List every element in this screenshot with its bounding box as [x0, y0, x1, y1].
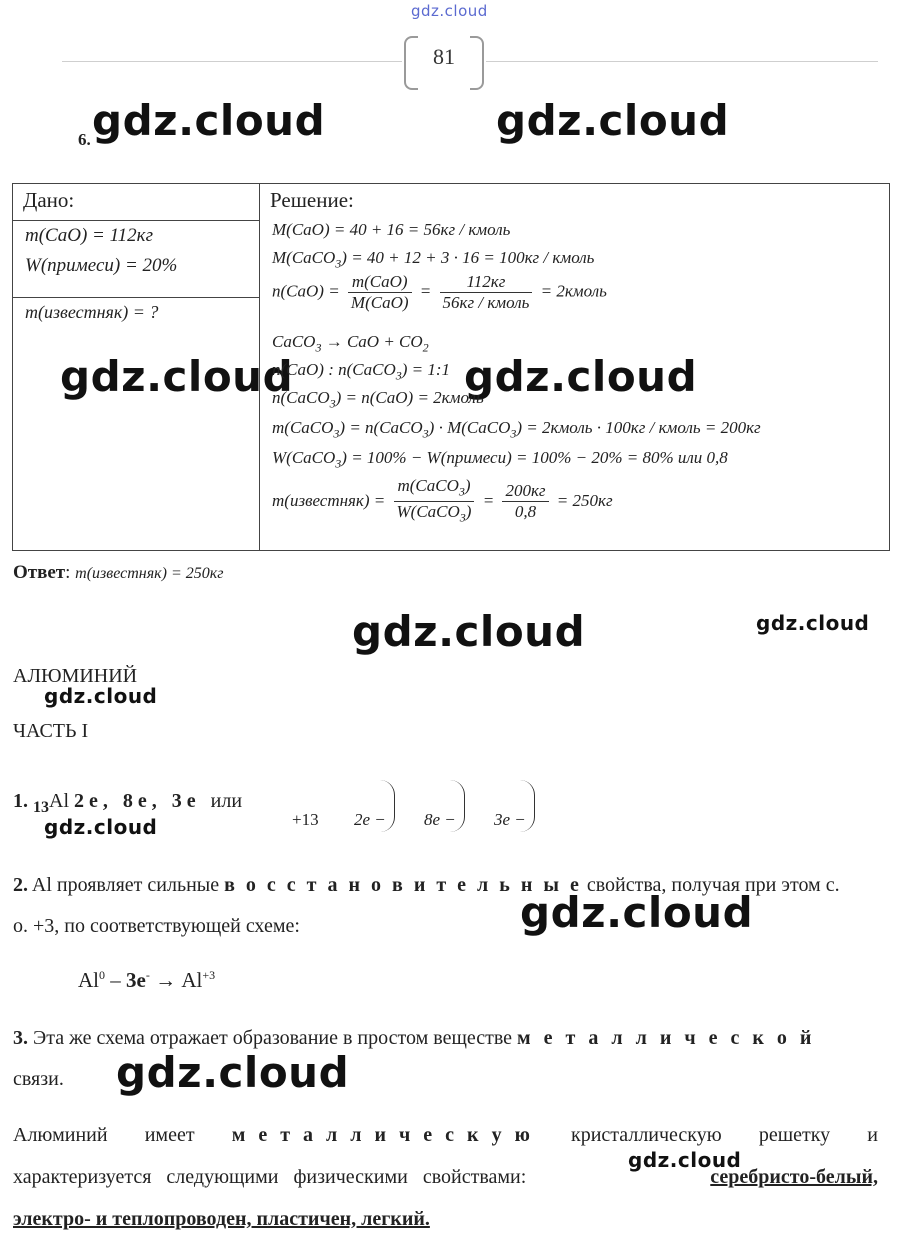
sup: - [145, 968, 150, 982]
nucleus-charge: +13 [292, 810, 319, 829]
shell-arc-3 [520, 780, 535, 832]
w: характеризуется следующими физическими свойствами: [13, 1166, 527, 1188]
l7a: m(CaCO [272, 418, 334, 437]
watermark-7: gdz.cloud [44, 684, 158, 708]
watermark-10: gdz.cloud [116, 1048, 350, 1097]
q2-num: 2. [13, 874, 28, 896]
properties-underlined-2: электро- и теплопроводен, пластичен, легкий. [13, 1208, 430, 1230]
q3-emph: м е т а л л и ч е с к о й [517, 1027, 816, 1049]
shell-3: 3 е [171, 790, 196, 812]
sub: 2 [422, 340, 429, 355]
sub: 3 [329, 396, 336, 411]
sub: 3 [315, 340, 322, 355]
l9-res: = 250кг [556, 490, 613, 510]
solution-line-5 [272, 360, 450, 383]
page-number-frame [404, 36, 484, 86]
shell-1-label: 2е − [354, 810, 386, 829]
l3-res: = 2кмоль [540, 281, 607, 301]
solution-line-8 [272, 448, 728, 471]
l7b: ) = n(CaCO [339, 418, 423, 437]
q2-emph: в о с с т а н о в и т е л ь н ы е [224, 874, 582, 896]
shell-2-label: 8е − [424, 810, 456, 829]
w: решетку [758, 1124, 831, 1146]
den: 0,8 [514, 502, 537, 522]
sub: 3 [395, 368, 402, 383]
sub: 3 [458, 484, 465, 499]
electron-shell-diagram [290, 780, 550, 840]
sup: 0 [99, 968, 105, 982]
watermark-9: gdz.cloud [520, 888, 754, 937]
eq: = [482, 490, 495, 510]
sub: 3 [333, 426, 340, 441]
l3-lhs: n(CaO) = [272, 281, 340, 301]
given-2: W(примеси) = 20% [25, 255, 178, 276]
l9-lhs: m(известняк) = [272, 490, 386, 510]
fraction-4 [502, 481, 548, 522]
page-number: 81 [433, 44, 455, 69]
answer-label: Ответ [13, 562, 66, 583]
watermark-1: gdz.cloud [92, 96, 326, 145]
shell-3-label: 3е − [494, 810, 526, 829]
answer-value: m(известняк) = 250кг [75, 565, 224, 582]
l6b: ) = n(CaO) = 2кмоль [335, 388, 484, 407]
atomic-number: 13 [33, 799, 49, 816]
den: 56кг / кмоль [442, 293, 530, 312]
l8b: ) = 100% − W(примеси) = 100% − 20% = 80% или 0,8 [341, 448, 728, 467]
t: Al [78, 968, 99, 992]
q2-t1: Al проявляет сильные [31, 874, 220, 896]
w: кристаллическую [571, 1124, 722, 1146]
task-number: 6. [78, 130, 91, 149]
num: 112кг [440, 272, 533, 293]
solution-body [260, 220, 889, 550]
watermark-11: gdz.cloud [628, 1148, 742, 1172]
q3-num: 3. [13, 1027, 28, 1049]
w-emph: м е т а л л и ч е с к у ю [231, 1124, 534, 1146]
q3-line-2: связи. [13, 1068, 64, 1090]
q2-scheme [78, 968, 215, 993]
q3-line-1 [13, 1027, 815, 1050]
section-title: АЛЮМИНИЙ [13, 665, 138, 687]
top-watermark: gdz.cloud [411, 2, 488, 20]
element: Al [49, 790, 69, 812]
t: m(CaCO [397, 476, 459, 495]
properties-underlined-1: серебристо-белый, [710, 1166, 878, 1188]
q2-line-2: о. +3, по соответствующей схеме: [13, 915, 300, 937]
l5b: ) = 1:1 [401, 360, 451, 379]
task-table [12, 183, 890, 551]
part-title: ЧАСТЬ I [13, 720, 89, 742]
given-1: m(CaO) = 112кг [25, 225, 153, 246]
l6a: n(CaCO [272, 388, 330, 407]
l7c: ) · M(CaCO [428, 418, 511, 437]
sub: 3 [335, 456, 342, 471]
para-line-2 [13, 1166, 878, 1189]
l2b: ) = 40 + 12 + 3 · 16 = 100кг / кмоль [341, 248, 595, 267]
q3-t1: Эта же схема отражает образование в простом веществе [33, 1027, 513, 1049]
sub: 3 [459, 510, 466, 525]
shell-arc-1 [380, 780, 395, 832]
solution-line-4 [272, 332, 429, 355]
w: имеет [144, 1124, 195, 1146]
sup: +3 [202, 968, 216, 982]
l4a: CaCO [272, 332, 316, 351]
num [394, 476, 475, 502]
watermark-3: gdz.cloud [60, 352, 294, 401]
num: 200кг [502, 481, 548, 502]
watermark-2: gdz.cloud [496, 96, 730, 145]
l2a: M(CaCO [272, 248, 336, 267]
fraction-3 [394, 476, 475, 528]
solution-header: Решение: [270, 188, 354, 212]
solution-line-7 [272, 418, 761, 441]
solution-line-2 [272, 248, 594, 271]
l5a: n(CaO) : n(CaCO [272, 360, 396, 379]
shell-arc-2 [450, 780, 465, 832]
w: и [867, 1124, 878, 1146]
watermark-5: gdz.cloud [352, 607, 586, 656]
watermark-6: gdz.cloud [756, 611, 870, 635]
w: Алюминий [13, 1124, 108, 1146]
eq: = [419, 281, 432, 301]
sub: 3 [335, 256, 342, 271]
shell-1: 2 е , [74, 790, 108, 812]
den: M(CaO) [350, 293, 409, 312]
l7d: ) = 2кмоль · 100кг / кмоль = 200кг [516, 418, 761, 437]
l4b: → CaO + CO [321, 332, 423, 351]
l8a: W(CaCO [272, 448, 336, 467]
sub: 3 [422, 426, 429, 441]
answer [13, 562, 224, 584]
fraction-1 [348, 272, 412, 313]
t: – [105, 968, 126, 992]
watermark-4: gdz.cloud [464, 352, 698, 401]
header-rule-left [62, 61, 402, 62]
q2-t3: свойства, получая при этом с. [586, 874, 840, 896]
or-word: или [210, 790, 243, 812]
find-value: m(известняк) = ? [25, 302, 159, 322]
t: W(CaCO [396, 502, 460, 522]
solution-line-9 [272, 476, 613, 528]
solution-line-3 [272, 272, 607, 313]
watermark-8: gdz.cloud [44, 815, 158, 839]
den [394, 502, 475, 527]
t: ) [464, 476, 471, 495]
colon: : [65, 562, 71, 583]
sub: 3 [510, 426, 517, 441]
q2-line-1 [13, 874, 840, 897]
q1-num: 1. [13, 790, 28, 812]
header-rule-right [486, 61, 878, 62]
fraction-2 [440, 272, 533, 313]
num: m(CaO) [348, 272, 412, 293]
shell-2: 8 е , [122, 790, 157, 812]
solution-line-1: M(CaO) = 40 + 16 = 56кг / кмоль [272, 220, 511, 239]
q1-line [13, 790, 242, 817]
t: 3е [126, 968, 146, 992]
solution-line-6 [272, 388, 484, 411]
t: → Al [149, 968, 203, 992]
para-line-1 [13, 1124, 878, 1147]
given-header: Дано: [23, 188, 75, 212]
t: ) [465, 502, 472, 522]
